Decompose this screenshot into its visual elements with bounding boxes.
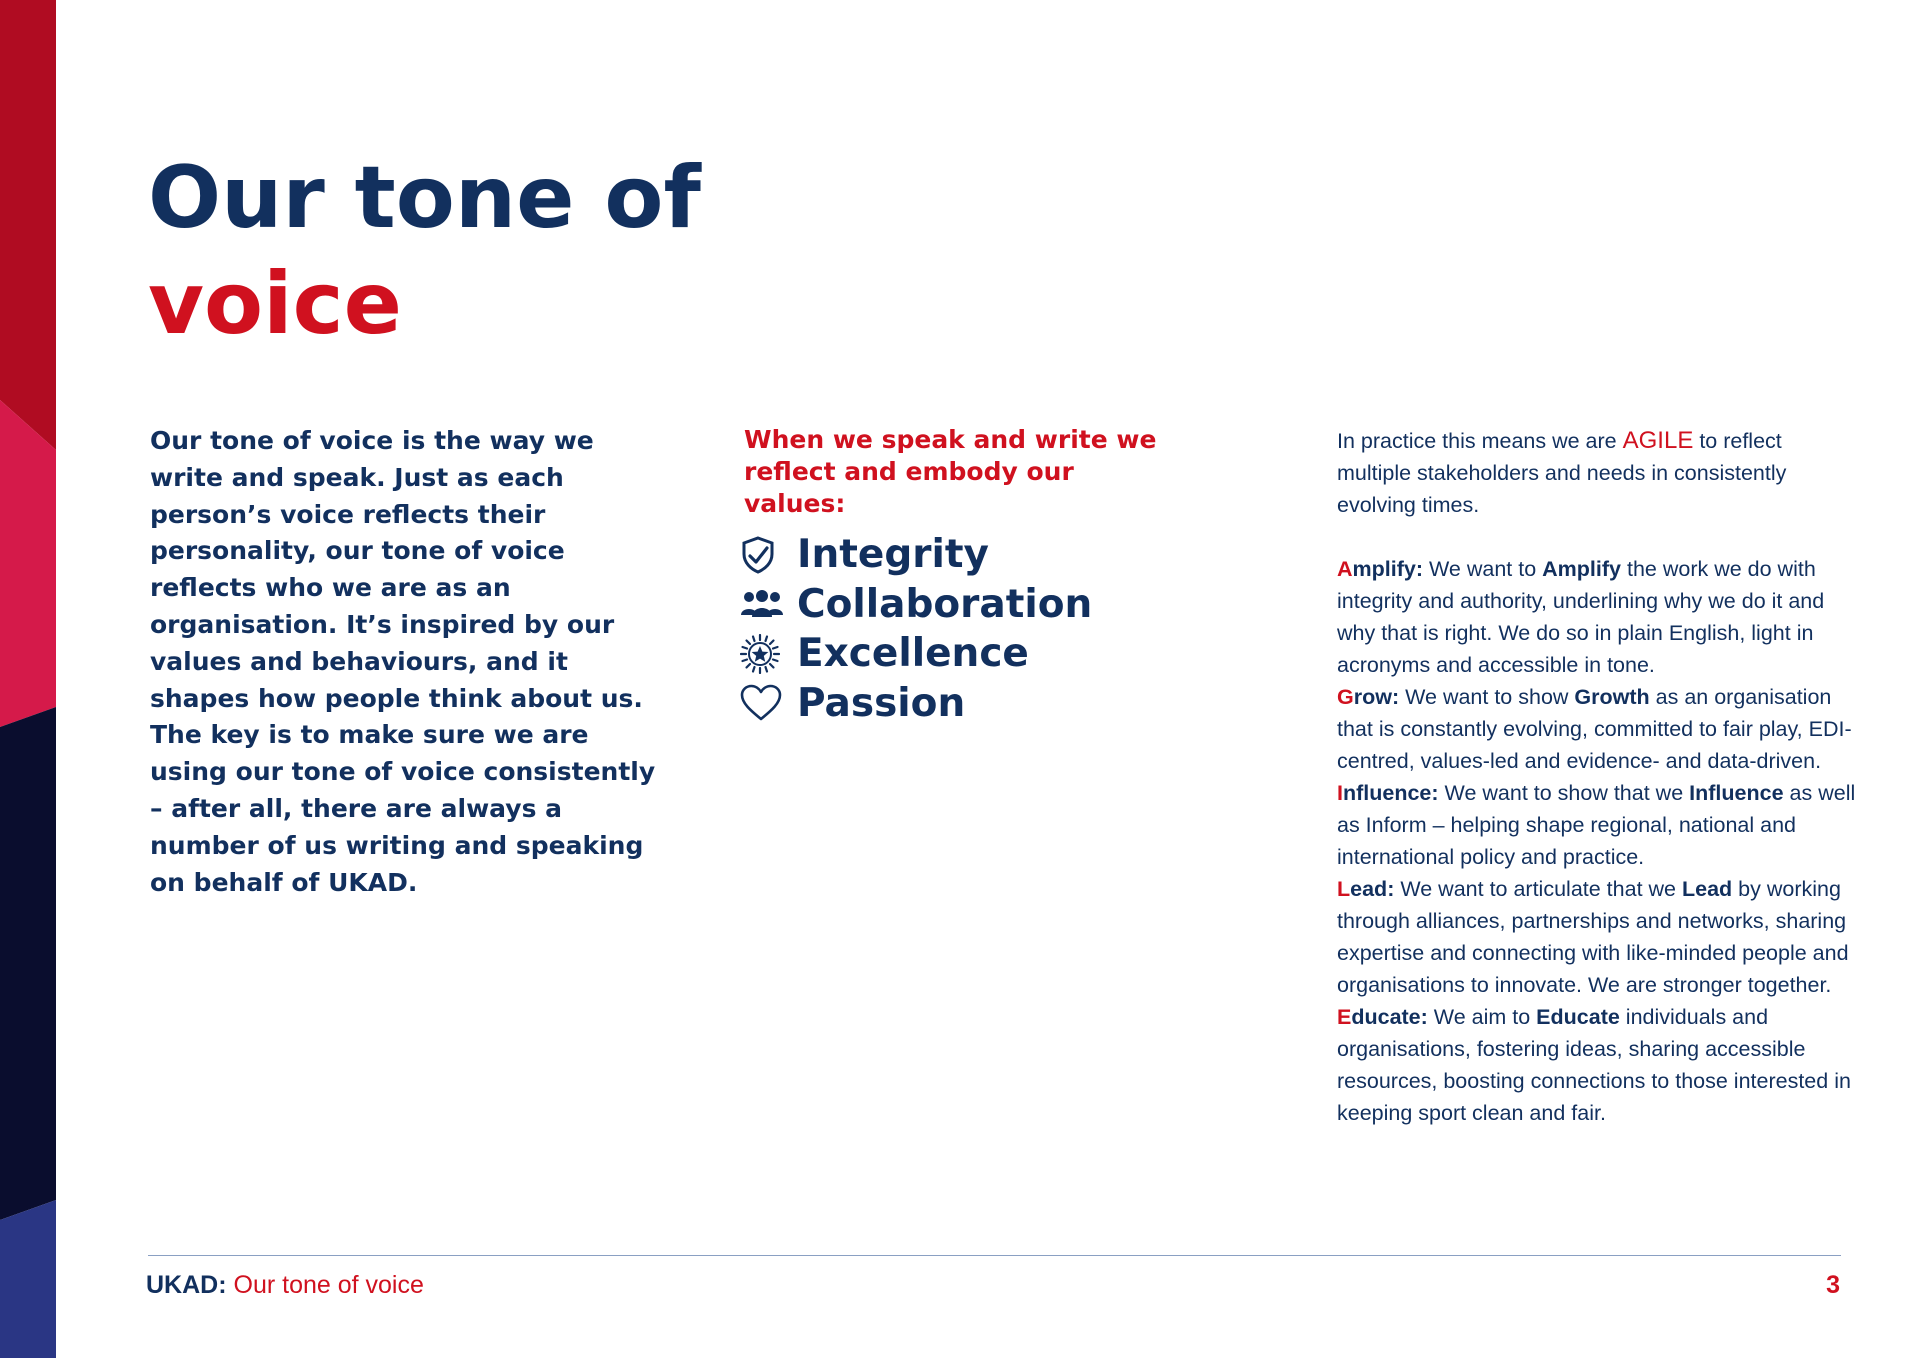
shield-check-icon: [740, 532, 786, 578]
value-label: Integrity: [797, 532, 989, 578]
heart-icon: [740, 680, 786, 726]
value-label: Excellence: [797, 631, 1029, 677]
agile-acronym: AGILE: [1622, 427, 1694, 454]
values-list: [740, 530, 1146, 728]
title-line-1: Our tone of: [148, 148, 701, 248]
band-pink: [0, 400, 56, 727]
value-item-integrity: [740, 530, 1146, 580]
values-heading: When we speak and write we reflect and embody our values:: [744, 425, 1157, 518]
intro-paragraph: Our tone of voice is the way we write and speak. Just as each person’s voice reflects their personality, our tone of voice reflects who we are as an organisation. It’s inspired by our values and behaviours, and it shapes how people think about us. The key is to make sure we are using our tone of voice consistently – after all, there are always a number of us writing and speaking on behalf of UKAD.: [150, 426, 656, 897]
value-item-collaboration: [740, 580, 1146, 630]
star-burst-icon: [740, 631, 786, 677]
footer-section: Our tone of voice: [233, 1271, 424, 1299]
footer-label: [146, 1270, 424, 1300]
people-group-icon: [740, 581, 786, 627]
band-dark-red: [0, 0, 56, 450]
agile-item-influence: Influence: We want to show that we Influence as well as Inform – helping shape regional, national and international policy and practice.: [1337, 781, 1856, 869]
agile-item-grow: Grow: We want to show Growth as an organisation that is constantly evolving, committed to fair play, EDI-centred, values-led and evidence- and data-driven.: [1337, 685, 1852, 773]
page-title: [148, 145, 701, 357]
value-item-excellence: [740, 629, 1146, 679]
footer-brand: UKAD:: [146, 1271, 227, 1299]
value-label: Collaboration: [797, 581, 1093, 627]
band-dark-navy: [0, 707, 56, 1220]
practice-intro: In practice this means we are AGILE to reflect multiple stakeholders and needs in consistently evolving times.: [1337, 427, 1787, 517]
value-label: Passion: [797, 680, 966, 726]
decorative-side-band: [0, 0, 56, 1358]
agile-explanation: [1337, 425, 1857, 1129]
title-line-2: voice: [148, 254, 402, 354]
page-number: 3: [1826, 1271, 1840, 1299]
footer-divider: [148, 1255, 1841, 1256]
agile-item-amplify: Amplify: We want to Amplify the work we do with integrity and authority, underlining why we do it and why that is right. We do so in plain English, light in acronyms and accessible in tone.: [1337, 557, 1825, 677]
agile-item-educate: Educate: We aim to Educate individuals and organisations, fostering ideas, sharing accessible resources, boosting connections to those interested in keeping sport clean and fair.: [1337, 1005, 1851, 1125]
value-item-passion: [740, 679, 1146, 729]
agile-item-lead: Lead: We want to articulate that we Lead by working through alliances, partnerships and networks, sharing expertise and connecting with like-minded people and organisations to innovate. We are stronger together.: [1337, 877, 1849, 997]
band-blue: [0, 1200, 56, 1358]
